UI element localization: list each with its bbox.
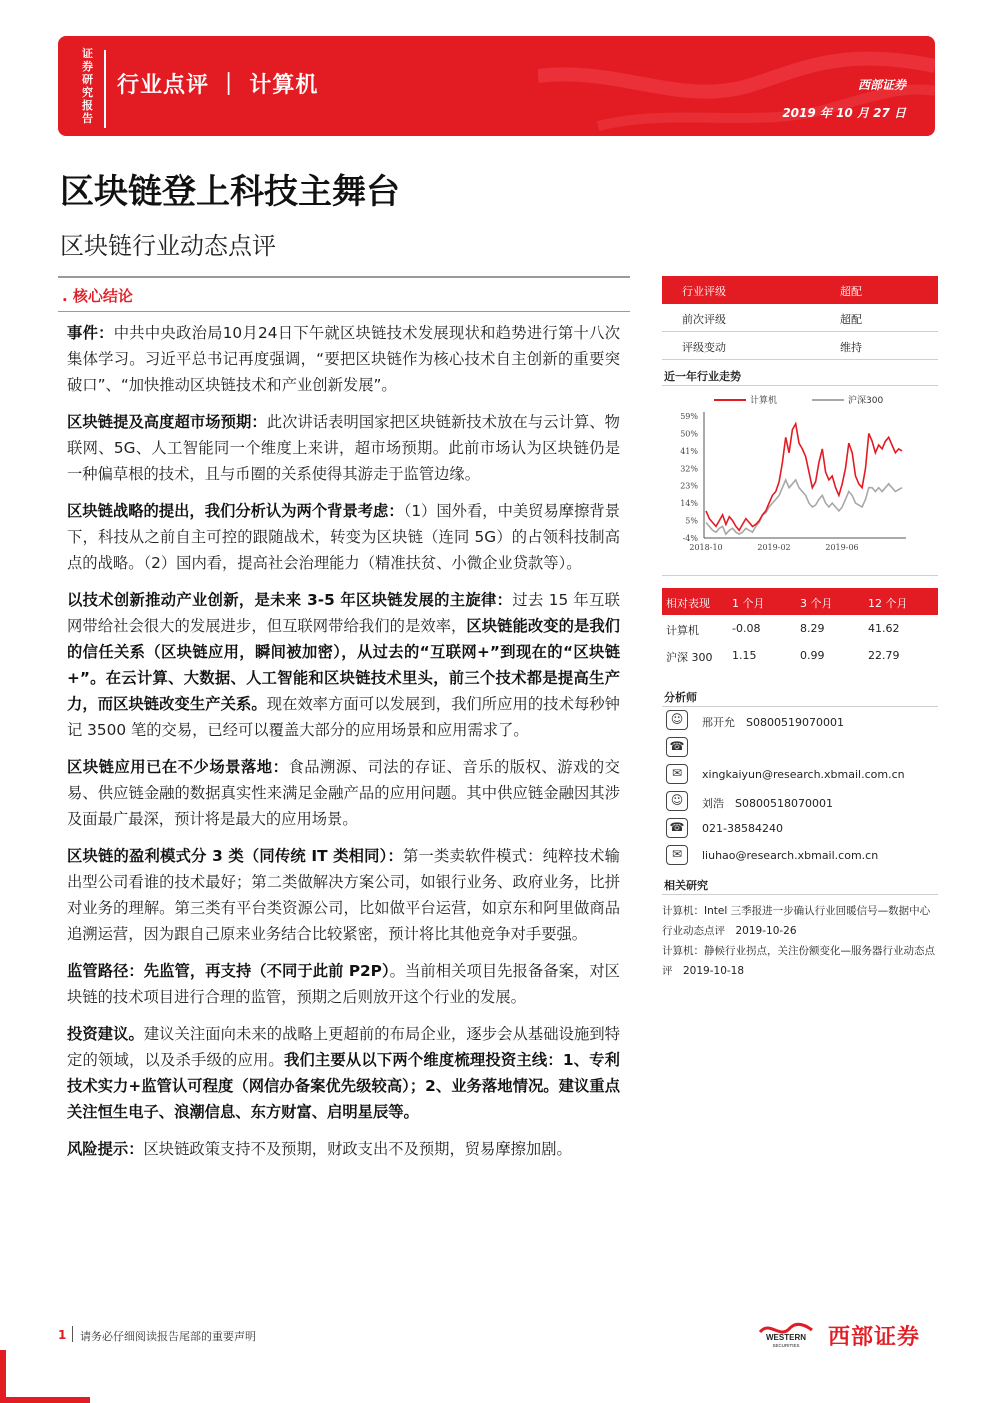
table-row (662, 642, 938, 669)
paragraph (67, 1136, 620, 1162)
paragraph-body: 。当前相关项目先报备备案，对区块链的技术项目进行合理的监管，预期之后则放开这个行业的发展。 (67, 962, 620, 1006)
rating-value: 超配 (840, 313, 862, 326)
rating-value: 维持 (840, 341, 862, 354)
table-header (662, 588, 938, 615)
paragraph-head: 以技术创新推动产业创新，是未来 3-5 年区块链发展的主旋律： (67, 591, 513, 609)
table-cell: -0.08 (732, 622, 761, 635)
x-tick-label: 2018-10 (689, 543, 723, 552)
paragraph-head: 区块链的盈利模式分 3 类（同传统 IT 类相同）： (67, 847, 404, 865)
header-cell: 3 个月 (800, 597, 833, 610)
core-conclusion-label (62, 285, 133, 306)
table-cell: 22.79 (868, 649, 900, 662)
corner-decoration (0, 1397, 90, 1403)
paragraph (67, 498, 620, 576)
paragraph-head: 监管路径：先监管，再支持（不同于此前 P2P） (67, 962, 390, 980)
y-tick-label: -4% (682, 534, 698, 543)
paragraph-body: （1）国外看，中美贸易摩擦背景下，科技从之前自主可控的跟随战术，转变为区块链（连同 5G）的占领科技制高点的战略。（2）国内看，提高社会治理能力（精准扶贫、小微企业贷款等）。 (67, 502, 620, 572)
legend-label: 计算机 (750, 396, 778, 406)
paragraph-bold: 区块链能改变的是我们的信任关系（区块链应用，瞬间被加密），从过去的“互联网+”到现在的“区块链+”。在云计算、大数据、人工智能和区块链技术里头，前三个技术都是提高生产力，而区块链改变生产关系。 (67, 617, 620, 713)
paragraph-body: 第一类卖软件模式：纯粹技术输出型公司看谁的技术最好；第二类做解决方案公司，如银行业务、政府业务，比拼对业务的理解。第三类有平台类资源公司，比如做平台运营，如京东和阿里做商品追溯运营，因为跟自己原来业务结合比较紧密，预计将比其他竞争对手要强。 (67, 847, 620, 943)
paragraph-body: 过去 15 年互联网带给社会很大的发展进步，但互联网带给我们的是效率， (67, 591, 620, 635)
mail-icon: ✉ (666, 764, 688, 784)
paragraph-head: 投资建议。 (67, 1025, 144, 1043)
series-line (706, 424, 902, 531)
rating-key: 行业评级 (682, 285, 726, 298)
mail-icon: ✉ (666, 845, 688, 865)
rating-row (662, 304, 938, 332)
western-logo-icon (756, 1318, 816, 1348)
analyst-phone: 021-38584240 (702, 822, 783, 835)
divider (58, 276, 630, 278)
paragraph-body: 现在效率方面可以发展到，我们所应用的技术每秒钟记 3500 笔的交易，已经可以覆盖大部分的应用场景和应用需求了。 (67, 695, 620, 739)
trend-chart (662, 386, 938, 576)
disclaimer-note: 请务必仔细阅读报告尾部的重要声明 (80, 1330, 256, 1343)
y-tick-label: 41% (680, 446, 698, 456)
paragraph-head: 区块链应用已在不少场景落地： (67, 758, 289, 776)
x-tick-label: 2019-06 (825, 543, 859, 552)
main-content (67, 320, 620, 1173)
paragraph (67, 320, 620, 398)
performance-table (662, 588, 938, 669)
report-date: 2019 年 10 月 27 日 (782, 106, 906, 120)
page-subtitle: 区块链行业动态点评 (60, 232, 276, 260)
trend-title: 近一年行业走势 (662, 360, 938, 386)
rating-key: 前次评级 (682, 313, 726, 326)
logo-text: WESTERN (766, 1333, 806, 1342)
table-cell: 0.99 (800, 649, 825, 662)
legend-label: 沪深300 (848, 396, 884, 406)
y-tick-label: 50% (680, 429, 698, 439)
footer-company: 西部证券 (828, 1325, 921, 1350)
analyst-block (662, 681, 938, 869)
footer-divider (72, 1326, 73, 1342)
person-icon: ☺ (666, 791, 688, 811)
rating-row (662, 332, 938, 360)
rating-value: 超配 (840, 285, 862, 298)
corner-decoration (0, 1350, 6, 1403)
x-tick-label: 2019-02 (757, 543, 791, 552)
paragraph-body: 中共中央政治局10月24日下午就区块链技术发展现状和趋势进行第十八次集体学习。习近平总书记再度强调，“要把区块链作为核心技术自主创新的重要突破口”、“加快推动区块链技术和产业创新发展”。 (67, 324, 620, 394)
analyst-name: 刘浩 S0800518070001 (702, 797, 833, 810)
analyst-row (662, 788, 938, 815)
y-tick-label: 5% (685, 516, 698, 526)
company-name: 西部证券 (857, 78, 906, 92)
table-cell: 8.29 (800, 622, 825, 635)
divider (58, 311, 630, 312)
paragraph (67, 958, 620, 1010)
analyst-email[interactable]: liuhao@research.xbmail.com.cn (702, 849, 879, 862)
report-type-label: 证券研究报告 (82, 47, 93, 125)
bullet-icon: . (62, 287, 73, 305)
table-cell: 计算机 (666, 624, 699, 637)
analyst-row (662, 842, 938, 869)
header-cell: 1 个月 (732, 597, 765, 610)
analyst-row (662, 815, 938, 842)
related-title: 相关研究 (662, 869, 938, 895)
header-cell: 相对表现 (666, 597, 710, 610)
paragraph-head: 事件： (67, 324, 114, 342)
rating-row (662, 276, 938, 304)
paragraph-head: 区块链提及高度超市场预期： (67, 413, 267, 431)
paragraph-body: 区块链政策支持不及预期，财政支出不及预期，贸易摩擦加剧。 (143, 1140, 572, 1158)
table-cell: 41.62 (868, 622, 900, 635)
section-title: 行业点评 ｜ 计算机 (117, 73, 319, 98)
y-tick-label: 23% (680, 481, 698, 491)
page-title: 区块链登上科技主舞台 (60, 172, 400, 212)
analyst-row (662, 761, 938, 788)
header-cell: 12 个月 (868, 597, 908, 610)
paragraph (67, 587, 620, 743)
paragraph-head: 区块链战略的提出，我们分析认为两个背景考虑： (67, 502, 404, 520)
related-research (662, 895, 938, 981)
person-icon: ☺ (666, 710, 688, 730)
logo-subtext: SECURITIES (772, 1343, 800, 1348)
paragraph-body: 此次讲话表明国家把区块链新技术放在与云计算、物联网、5G、人工智能同一个维度上来讲，超市场预期。此前市场认为区块链仍是一种偏草根的技术，且与币圈的关系使得其游走于监管边缘。 (67, 413, 620, 483)
table-cell: 沪深 300 (666, 651, 713, 664)
paragraph-body: 建议关注面向未来的战略上更超前的布局企业，逐步会从基础设施到特定的领域，以及杀手级的应用。 (67, 1025, 620, 1069)
table-row (662, 615, 938, 642)
y-tick-label: 14% (680, 499, 698, 509)
paragraph-bold: 我们主要从以下两个维度梳理投资主线：1、专利技术实力+监管认可程度（网信办备案优先级较高）；2、业务落地情况。建议重点关注恒生电子、浪潮信息、东方财富、启明星辰等。 (67, 1051, 620, 1121)
related-item[interactable]: 计算机：静候行业拐点，关注份额变化—服务器行业动态点评 2019-10-18 (662, 945, 935, 977)
paragraph-body: 食品溯源、司法的存证、音乐的版权、游戏的交易、供应链金融的数据真实性来满足金融产品的应用问题。其中供应链金融因其涉及面最广最深，预计将是最大的应用场景。 (67, 758, 620, 828)
y-tick-label: 59% (680, 412, 698, 421)
analyst-row (662, 707, 938, 734)
related-item[interactable]: 计算机：Intel 三季报进一步确认行业回暖信号—数据中心行业动态点评 2019-10-26 (662, 905, 931, 937)
y-tick-label: 32% (680, 464, 698, 474)
table-cell: 1.15 (732, 649, 757, 662)
analyst-row (662, 734, 938, 761)
phone-icon: ☎ (666, 818, 688, 838)
paragraph (67, 409, 620, 487)
page-number: 1 (58, 1328, 67, 1342)
analyst-email[interactable]: xingkaiyun@research.xbmail.com.cn (702, 768, 905, 781)
trend-chart-svg (662, 386, 938, 576)
phone-icon: ☎ (666, 737, 688, 757)
analyst-title: 分析师 (662, 681, 938, 707)
rating-key: 评级变动 (682, 341, 726, 354)
banner-divider (104, 50, 106, 128)
analyst-name: 邢开允 S0800519070001 (702, 716, 844, 729)
core-conclusion-text: 核心结论 (72, 287, 133, 305)
paragraph-head: 风险提示： (67, 1140, 144, 1158)
sidebar (662, 276, 938, 981)
paragraph (67, 1021, 620, 1125)
paragraph (67, 754, 620, 832)
paragraph (67, 843, 620, 947)
